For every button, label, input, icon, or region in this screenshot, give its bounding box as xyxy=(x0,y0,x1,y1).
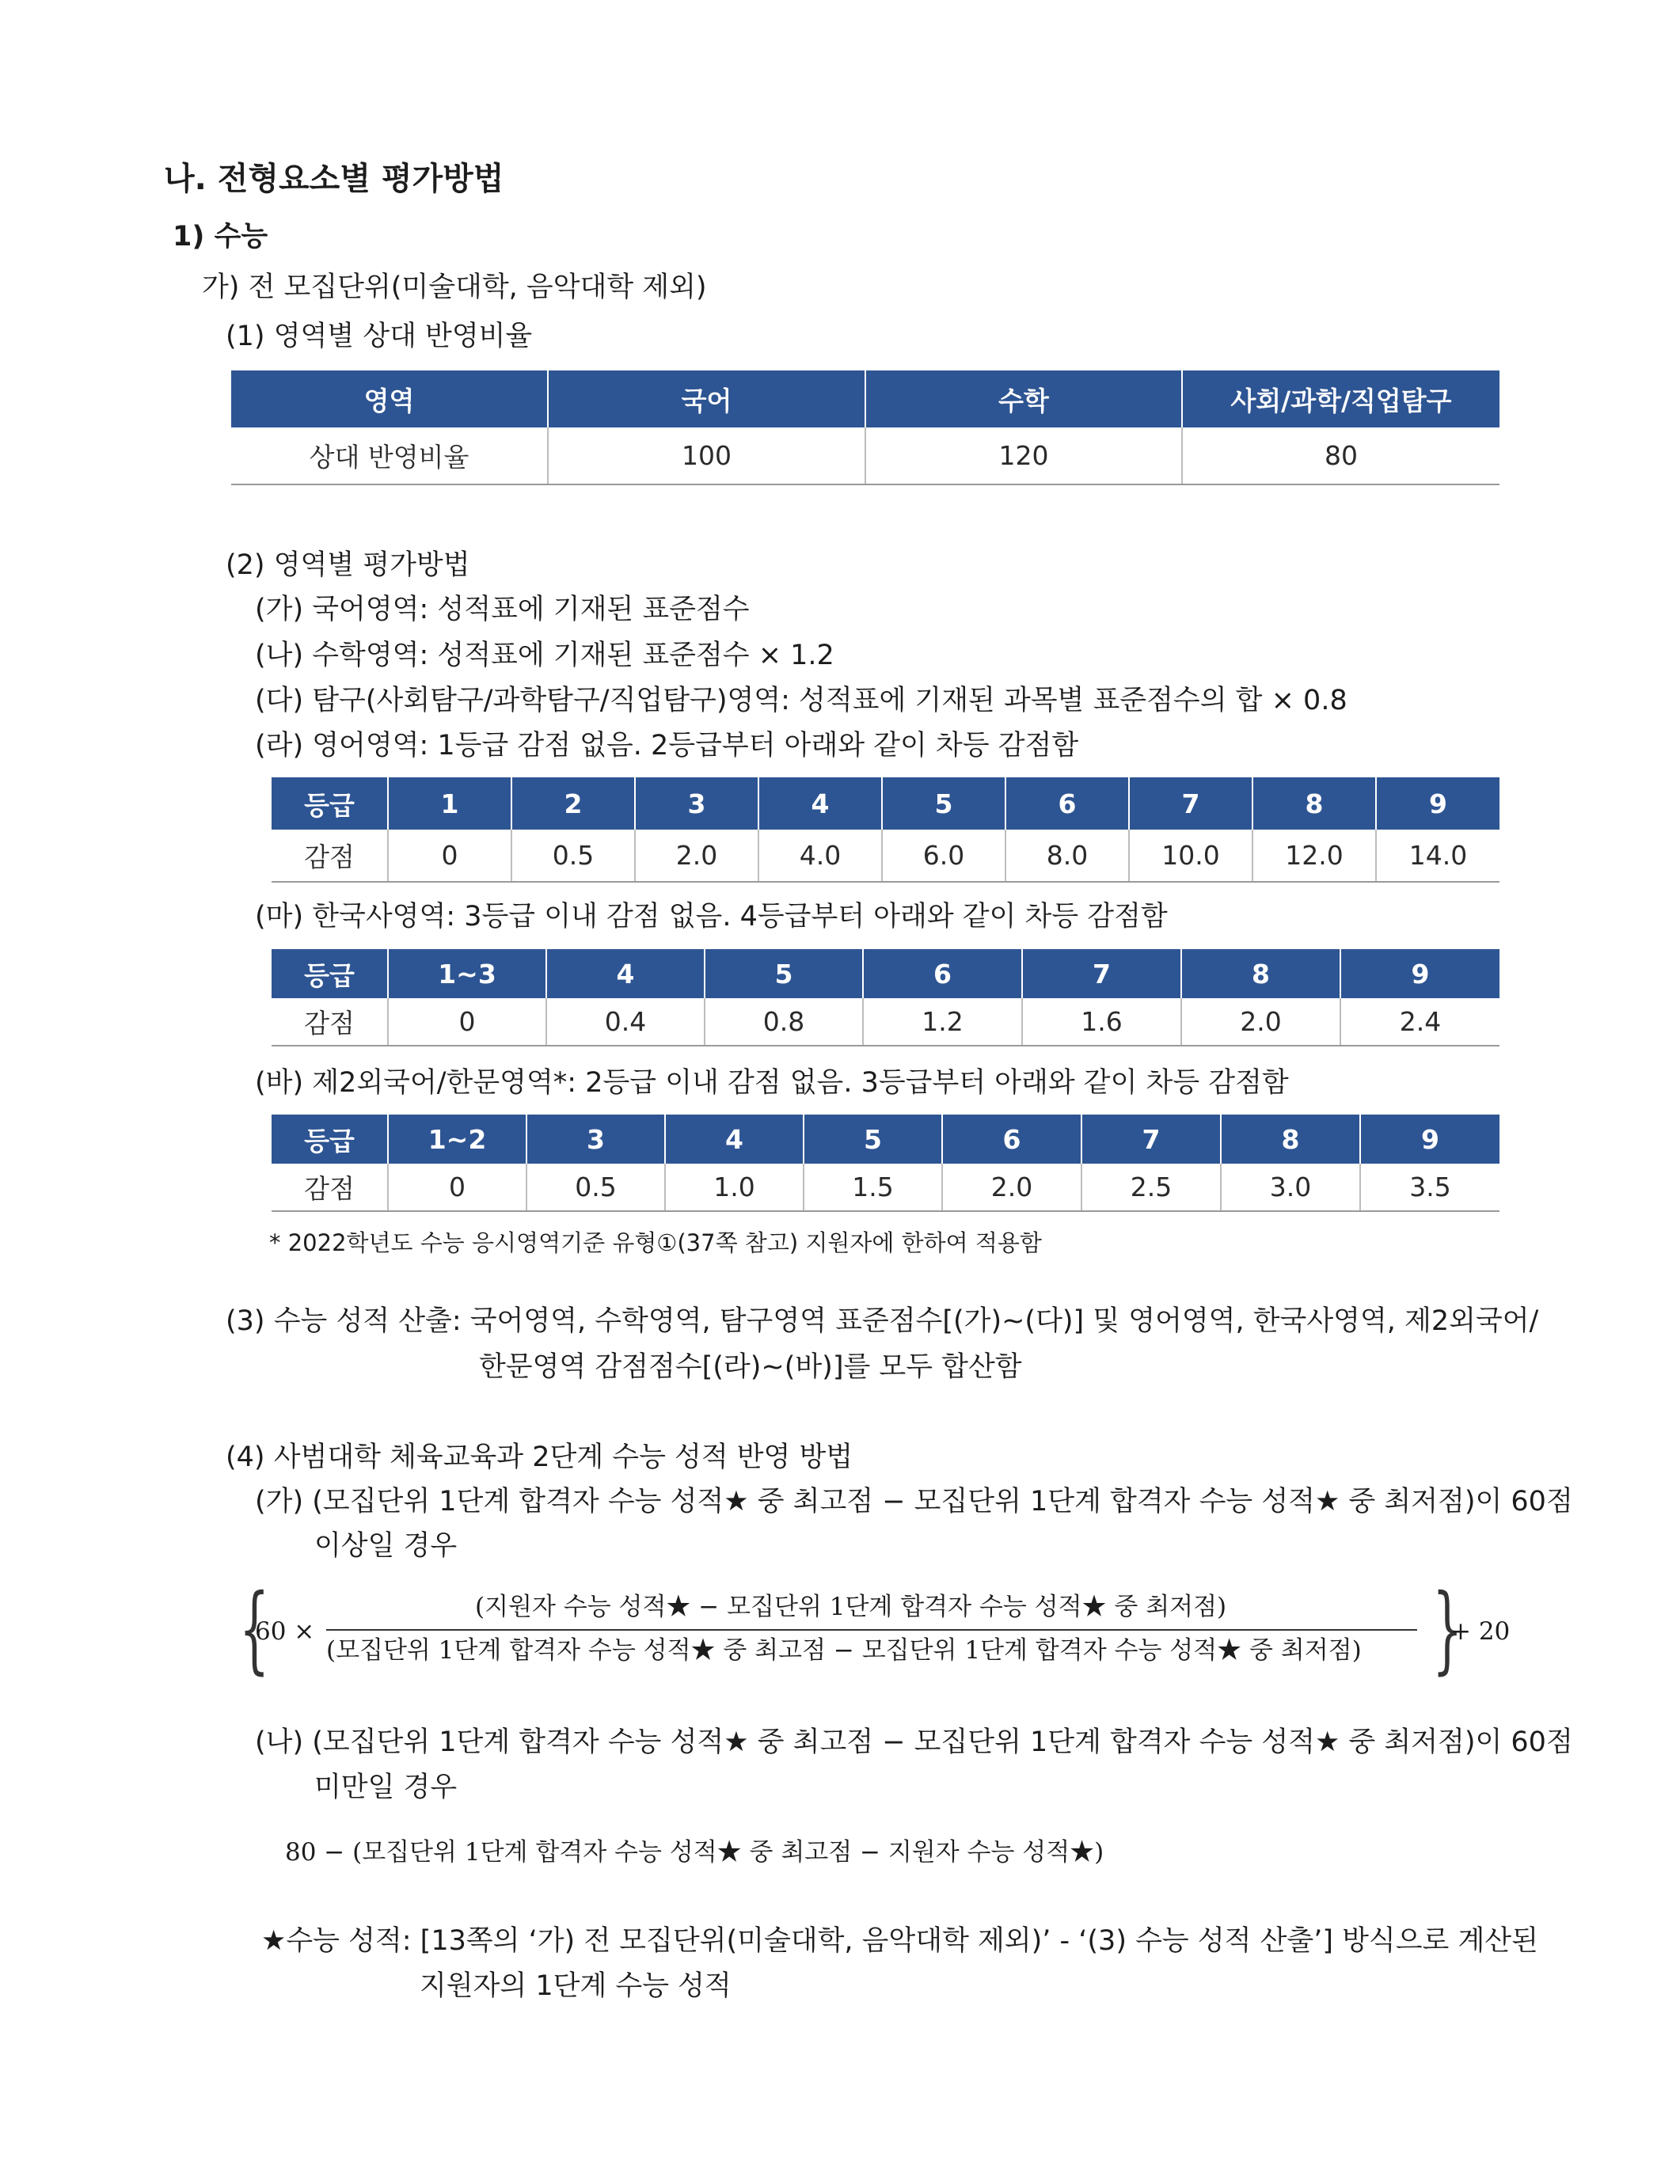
item-4-title: (4) 사범대학 체육교육과 2단계 수능 성적 반영 방법 xyxy=(226,1441,853,1473)
subsection-heading: 1) 수능 xyxy=(173,221,268,253)
table-cell: 2.0 xyxy=(635,830,758,882)
table-cell: 감점 xyxy=(272,998,388,1046)
rule-korean: (가) 국어영역: 성적표에 기재된 표준점수 xyxy=(255,594,750,625)
table-header-cell: 6 xyxy=(1005,777,1129,830)
table-header-cell: 1~3 xyxy=(388,949,546,998)
history-deduction-table xyxy=(272,949,1499,1046)
table-header-cell: 4 xyxy=(758,777,882,830)
formula-2: 80 − (모집단위 1단계 합격자 수능 성적★ 중 최고점 − 지원자 수능 성적★) xyxy=(285,1838,1104,1867)
star-note-line2: 지원자의 1단계 수능 성적 xyxy=(420,1970,732,2002)
item-3-line2: 한문영역 감점점수[(라)~(바)]를 모두 합산함 xyxy=(479,1351,1022,1383)
case-b-line2: 미만일 경우 xyxy=(314,1772,458,1803)
table-cell: 6.0 xyxy=(882,830,1005,882)
fraction-bar xyxy=(326,1629,1417,1631)
rule-inquiry: (다) 탐구(사회탐구/과학탐구/직업탐구)영역: 성적표에 기재된 과목별 표준점수의 합 × 0.8 xyxy=(255,685,1347,716)
table-header-cell: 영역 xyxy=(231,370,548,427)
table-header-cell: 4 xyxy=(546,949,705,998)
table-cell: 3.5 xyxy=(1360,1164,1499,1211)
table-cell: 2.4 xyxy=(1340,998,1499,1046)
table-cell: 2.5 xyxy=(1081,1164,1221,1211)
table-cell: 2.0 xyxy=(942,1164,1081,1211)
section-heading: 나. 전형요소별 평가방법 xyxy=(164,161,504,197)
table-header-cell: 국어 xyxy=(548,370,865,427)
left-brace: { xyxy=(239,1574,270,1685)
table-cell: 0.5 xyxy=(511,830,635,882)
table-header-cell: 등급 xyxy=(272,777,388,830)
table-header-cell: 사회/과학/직업탐구 xyxy=(1182,370,1499,427)
table-header-cell: 9 xyxy=(1360,1115,1499,1164)
table-cell: 0 xyxy=(388,1164,526,1211)
second-language-deduction-table xyxy=(272,1115,1499,1212)
table-header-cell: 등급 xyxy=(272,1115,388,1164)
table-cell: 2.0 xyxy=(1181,998,1340,1046)
rule-english: (라) 영어영역: 1등급 감점 없음. 2등급부터 아래와 같이 차등 감점함 xyxy=(255,730,1079,762)
table-cell: 8.0 xyxy=(1005,830,1129,882)
table-header-cell: 6 xyxy=(863,949,1022,998)
rule-second-language: (바) 제2외국어/한문영역*: 2등급 이내 감점 없음. 3등급부터 아래와 같이 차등 감점함 xyxy=(255,1067,1289,1099)
table-cell: 0.5 xyxy=(526,1164,665,1211)
table-header-cell: 4 xyxy=(665,1115,804,1164)
table-cell: 1.2 xyxy=(863,998,1022,1046)
table-header-cell: 8 xyxy=(1181,949,1340,998)
rule-korean-history: (마) 한국사영역: 3등급 이내 감점 없음. 4등급부터 아래와 같이 차등 감점함 xyxy=(255,901,1168,932)
table-header-cell: 9 xyxy=(1376,777,1499,830)
table-cell: 10.0 xyxy=(1129,830,1252,882)
case-a-line1: (가) (모집단위 1단계 합격자 수능 성적★ 중 최고점 − 모집단위 1단계 합격자 수능 성적★ 중 최저점)이 60점 xyxy=(255,1486,1573,1517)
table-cell: 상대 반영비율 xyxy=(231,427,548,484)
table-header-cell: 7 xyxy=(1081,1115,1221,1164)
table-cell: 14.0 xyxy=(1376,830,1499,882)
table-header-cell: 5 xyxy=(882,777,1005,830)
table-cell: 3.0 xyxy=(1221,1164,1360,1211)
table-header-cell: 3 xyxy=(635,777,758,830)
formula-1-denominator: (모집단위 1단계 합격자 수능 성적★ 중 최고점 − 모집단위 1단계 합격자 수능 성적★ 중 최저점) xyxy=(326,1636,1362,1665)
table-cell: 1.0 xyxy=(665,1164,804,1211)
table-cell: 감점 xyxy=(272,830,388,882)
table-row xyxy=(272,1164,1499,1211)
formula-1-coefficient: 60 × xyxy=(255,1617,315,1646)
table-cell: 1.5 xyxy=(804,1164,942,1211)
table-cell: 감점 xyxy=(272,1164,388,1211)
table-header-cell: 3 xyxy=(526,1115,665,1164)
table-cell: 0 xyxy=(388,830,511,882)
table-header-cell: 5 xyxy=(705,949,863,998)
footnote: * 2022학년도 수능 응시영역기준 유형①(37쪽 참고) 지원자에 한하여 적용함 xyxy=(269,1229,1042,1256)
ratio-table xyxy=(231,370,1499,485)
table-row xyxy=(272,998,1499,1046)
table-header-cell: 8 xyxy=(1252,777,1376,830)
table-header-cell: 9 xyxy=(1340,949,1499,998)
item-2-title: (2) 영역별 평가방법 xyxy=(226,549,470,581)
table-header-cell: 1~2 xyxy=(388,1115,526,1164)
formula-1-tail: + 20 xyxy=(1450,1617,1511,1646)
table-header-cell: 7 xyxy=(1022,949,1181,998)
table-cell: 100 xyxy=(548,427,865,484)
right-brace: } xyxy=(1432,1574,1463,1685)
table-header-cell: 2 xyxy=(511,777,635,830)
formula-1-numerator: (지원자 수능 성적★ − 모집단위 1단계 합격자 수능 성적★ 중 최저점) xyxy=(475,1593,1227,1621)
star-note-line1: ★수능 성적: [13쪽의 ‘가) 전 모집단위(미술대학, 음악대학 제외)’ - ‘(3) 수능 성적 산출’] 방식으로 계산된 xyxy=(261,1925,1538,1957)
table-cell: 80 xyxy=(1182,427,1499,484)
english-deduction-table xyxy=(272,777,1499,883)
table-cell: 4.0 xyxy=(758,830,882,882)
table-header-cell: 7 xyxy=(1129,777,1252,830)
item-3-line1: (3) 수능 성적 산출: 국어영역, 수학영역, 탐구영역 표준점수[(가)~(다)] 및 영어영역, 한국사영역, 제2외국어/ xyxy=(226,1305,1539,1337)
table-header-cell: 등급 xyxy=(272,949,388,998)
table-header-cell: 수학 xyxy=(865,370,1182,427)
table-header-cell: 5 xyxy=(804,1115,942,1164)
table-row xyxy=(272,830,1499,882)
table-header-cell: 1 xyxy=(388,777,511,830)
table-cell: 120 xyxy=(865,427,1182,484)
table-cell: 12.0 xyxy=(1252,830,1376,882)
case-b-line1: (나) (모집단위 1단계 합격자 수능 성적★ 중 최고점 − 모집단위 1단계 합격자 수능 성적★ 중 최저점)이 60점 xyxy=(255,1726,1573,1758)
table-cell: 1.6 xyxy=(1022,998,1181,1046)
table-row xyxy=(231,427,1499,484)
category-heading: 가) 전 모집단위(미술대학, 음악대학 제외) xyxy=(202,272,707,303)
table-header-cell: 8 xyxy=(1221,1115,1360,1164)
case-a-line2: 이상일 경우 xyxy=(314,1530,458,1562)
table-cell: 0 xyxy=(388,998,546,1046)
rule-math: (나) 수학영역: 성적표에 기재된 표준점수 × 1.2 xyxy=(255,640,834,671)
item-1-title: (1) 영역별 상대 반영비율 xyxy=(226,321,533,352)
table-cell: 0.8 xyxy=(705,998,863,1046)
table-header-cell: 6 xyxy=(942,1115,1081,1164)
table-cell: 0.4 xyxy=(546,998,705,1046)
